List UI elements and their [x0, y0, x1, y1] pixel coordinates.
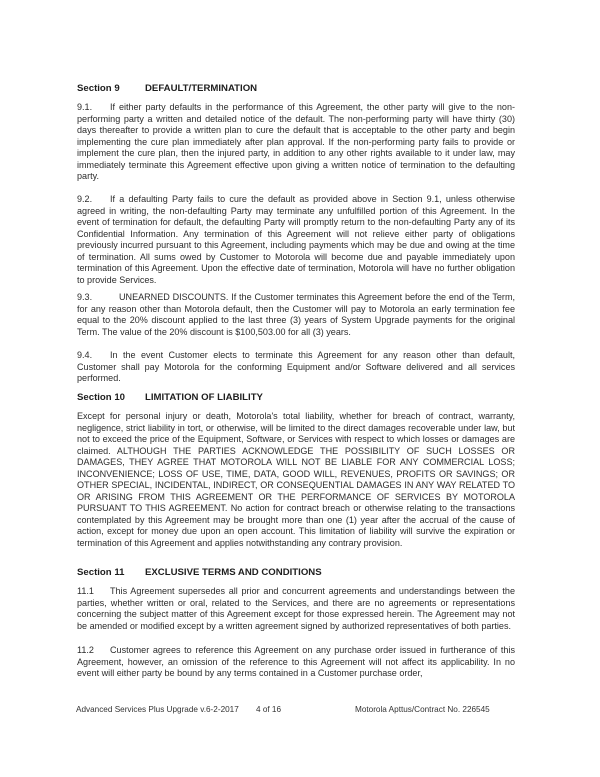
section-title: DEFAULT/TERMINATION [145, 83, 258, 94]
paragraph-number: 9.2. [77, 194, 93, 204]
footer-document-name: Advanced Services Plus Upgrade v.6-2-2017 [76, 705, 239, 714]
paragraph-11-1 [77, 586, 515, 632]
paragraph-text: This Agreement supersedes all prior and concurrent agreements and understandings between the parties, whether written or oral, related to the Services, and there are no agreements or representations concerning the subject matter of this Agreement except for those expressed herein. The Agreement may not be amended or modified except by a written agreement signed by authorized representatives of both parties. [77, 586, 515, 631]
paragraph-9-2 [77, 194, 515, 286]
paragraph-text: If a defaulting Party fails to cure the default as provided above in Section 9.1, unless otherwise agreed in writing, the non-defaulting Party may terminate any unfulfilled portion of this Agreement. In the event of termination for default, the defaulting Party will promptly return to the non-defaulting Party any of its Confidential Information. Any termination of this Agreement will not relieve either party of obligations previously incurred pursuant to this Agreement, including payments which may be due and owing at the time of termination. All sums owed by Customer to Motorola will become due and payable immediately upon termination of this Agreement. Upon the effective date of termination, Motorola will have no further obligation to provide Services. [77, 194, 515, 285]
paragraph-9-4 [77, 350, 515, 385]
paragraph-11-2 [77, 645, 515, 680]
paragraph-text: Except for personal injury or death, Motorola's total liability, whether for breach of contract, warranty, negligence, strict liability in tort, or otherwise, will be limited to the direct damages recoverable under law, but not to exceed the price of the Equipment, Software, or Services with respect to which losses or damages are claimed. ALTHOUGH THE PARTIES ACKNOWLEDGE THE POSSIBILITY OF SUCH LOSSES OR DAMAGES, THEY AGREE THAT MOTOROLA WILL NOT BE LIABLE FOR ANY COMMERCIAL LOSS; INCONVENIENCE; LOSS OF USE, TIME, DATA, GOOD WILL, REVENUES, PROFITS OR SAVINGS; OR OTHER SPECIAL, INCIDENTAL, INDIRECT, OR CONSEQUENTIAL DAMAGES IN ANY WAY RELATED TO OR ARISING FROM THIS AGREEMENT OR THE PERFORMANCE OF SERVICES BY MOTOROLA PURSUANT TO THIS AGREEMENT. No action for contract breach or otherwise relating to the transactions contemplated by this Agreement may be brought more than one (1) year after the accrual of the cause of action, except for money due upon an open account. This limitation of liability will survive the expiration or termination of this Agreement and applies notwithstanding any contrary provision. [77, 411, 515, 549]
section-title: LIMITATION OF LIABILITY [145, 392, 263, 403]
section-number: Section 11 [77, 567, 125, 578]
paragraph-number: 11.2 [77, 645, 94, 655]
paragraph-number: 9.1. [77, 102, 93, 112]
section-9-heading [77, 83, 257, 94]
section-10-heading [77, 392, 263, 403]
paragraph-text: If either party defaults in the performance of this Agreement, the other party will give to the non-performing party a written and detailed notice of the default. The non-performing party will have thirty (30) days thereafter to provide a written plan to cure the default that is acceptable to the other party and begin implementing the cure plan immediately after plan approval. If the non-performing party fails to provide or implement the cure plan, then the injured party, in addition to any other rights available to it under law, may immediately terminate this Agreement effective upon giving a written notice of termination to the defaulting party. [77, 102, 515, 182]
paragraph-number: 9.4. [77, 350, 93, 360]
paragraph-9-1 [77, 102, 515, 183]
section-number: Section 9 [77, 83, 120, 94]
paragraph-text: In the event Customer elects to terminate this Agreement for any reason other than default, Customer shall pay Motorola for the conforming Equipment and/or Software delivered and all services performed. [77, 350, 515, 384]
paragraph-10 [77, 411, 515, 550]
paragraph-9-3 [77, 292, 515, 338]
section-11-heading [77, 567, 322, 578]
footer-page-number: 4 of 16 [256, 705, 282, 714]
paragraph-text: UNEARNED DISCOUNTS. If the Customer terminates this Agreement before the end of the Term, for any reason other than Motorola default, then the Customer will pay to Motorola an early termination fee equal to the 20% discount applied to the last three (3) years of System Upgrade payments for the original Term. The value of the 20% discount is $100,503.00 for all (3) years. [77, 292, 515, 337]
paragraph-number: 9.3. [77, 292, 93, 302]
section-number: Section 10 [77, 392, 125, 403]
footer-contract-number: Motorola Apttus/Contract No. 226545 [355, 705, 490, 714]
paragraph-text: Customer agrees to reference this Agreement on any purchase order issued in furtherance of this Agreement, however, an omission of the reference to this Agreement will not affect its applicability. In no event will either party be bound by any terms contained in a Customer purchase order, [77, 645, 515, 679]
paragraph-number: 11.1 [77, 586, 94, 596]
section-title: EXCLUSIVE TERMS AND CONDITIONS [145, 567, 322, 578]
